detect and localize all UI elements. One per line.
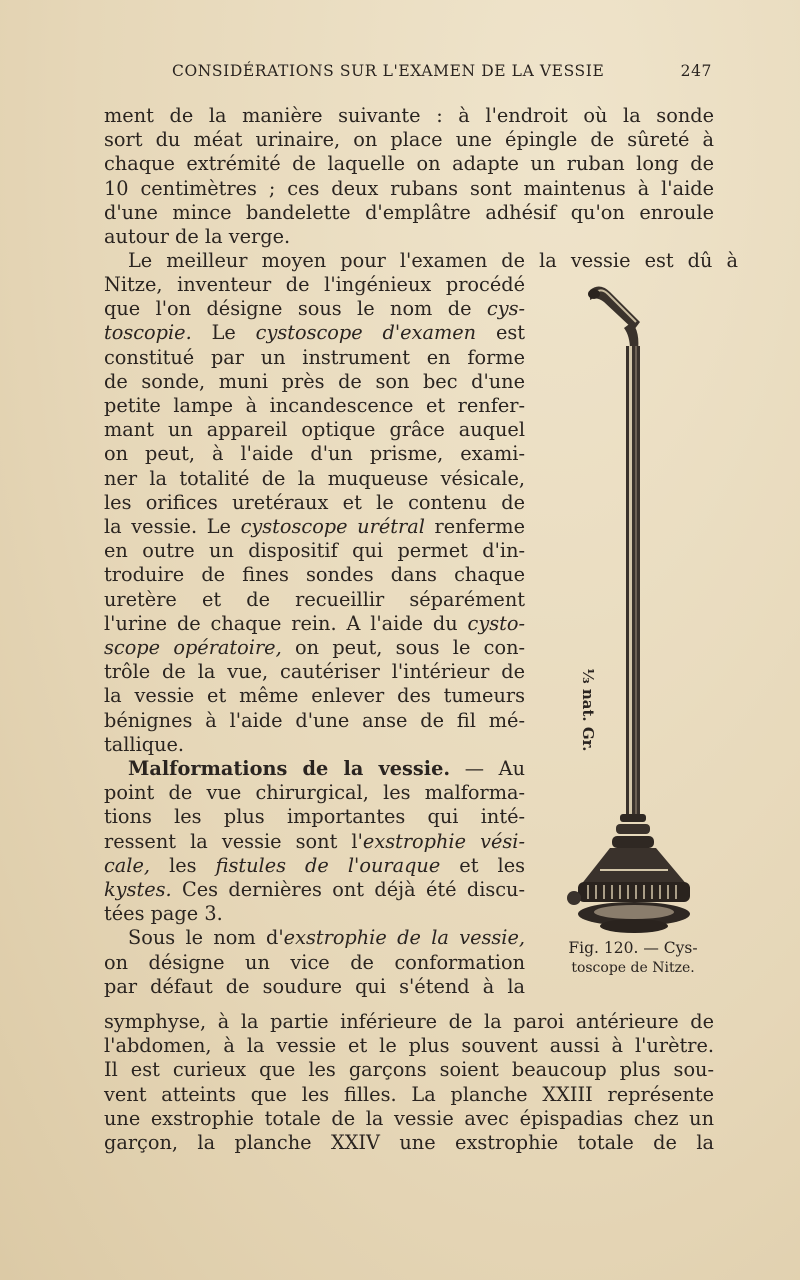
- scale-label: ¹⁄₃ nat. Gr.: [579, 668, 597, 752]
- text-line: la vessie et même enlever des tumeurs: [104, 684, 525, 708]
- text-line: toscopie. Le cystoscope d'examen est: [104, 321, 525, 345]
- wrapped-paragraph: [104, 273, 525, 999]
- text-line: tallique.: [104, 732, 185, 756]
- section-heading: Malformations de la vessie.: [128, 757, 451, 781]
- cystoscope-figure: [560, 280, 700, 940]
- text-line: en outre un dispositif qui permet d'in-: [104, 539, 525, 563]
- text-line: par défaut de soudure qui s'étend à la: [104, 974, 525, 998]
- page-number: 247: [680, 62, 712, 80]
- text-line: vent atteints que les filles. La planche XXIII représente: [104, 1082, 714, 1106]
- text-line: uretère et de recueillir séparément: [104, 587, 525, 611]
- paragraph-start-line: Le meilleur moyen pour l'examen de la vessie est dû à: [128, 249, 738, 272]
- bottom-paragraph: [104, 1010, 714, 1155]
- text-line: troduire de fines sondes dans chaque: [104, 563, 525, 587]
- text-line: tions les plus importantes qui inté-: [104, 805, 525, 829]
- text-line: garçon, la planche XXIV une exstrophie totale de la: [104, 1131, 714, 1155]
- text-line: la vessie. Le cystoscope urétral renferme: [104, 515, 525, 539]
- caption-line: toscope de Nitze.: [571, 960, 695, 976]
- text-line: tées page 3.: [104, 902, 223, 926]
- text-line: petite lampe à incandescence et renfer-: [104, 394, 525, 418]
- text-line: constitué par un instrument en forme: [104, 345, 525, 369]
- text-line: kystes. Ces dernières ont déjà été discu-: [104, 878, 525, 902]
- text-line: cale, les fistules de l'ouraque et les: [104, 853, 525, 877]
- text-line: symphyse, à la partie inférieure de la paroi antérieure de: [104, 1010, 714, 1033]
- text-line: d'une mince bandelette d'emplâtre adhésif qu'on enroule: [104, 200, 714, 224]
- figure-caption: [548, 938, 718, 978]
- text-line: mant un appareil optique grâce auquel: [104, 418, 525, 442]
- text-line: Nitze, inventeur de l'ingénieux procédé: [104, 273, 525, 296]
- text-line: sort du méat urinaire, on place une épingle de sûreté à: [104, 128, 714, 152]
- top-paragraph: [104, 104, 714, 249]
- text-line: l'abdomen, à la vessie et le plus souvent aussi à l'urètre.: [104, 1034, 714, 1058]
- section-heading-line: Malformations de la vessie. — Au: [128, 757, 525, 781]
- text-line: les orifices uretéraux et le contenu de: [104, 490, 525, 514]
- text-line: bénignes à l'aide d'une anse de fil mé-: [104, 708, 525, 732]
- text-line: Sous le nom d'exstrophie de la vessie,: [128, 926, 525, 950]
- caption-line: Fig. 120. — Cys-: [568, 939, 698, 957]
- cystoscope-illustration: [560, 280, 700, 940]
- text-line: autour de la verge.: [104, 225, 291, 249]
- text-line: l'urine de chaque rein. A l'aide du cysto-: [104, 611, 525, 635]
- text-line: ment de la manière suivante : à l'endroit où la sonde: [104, 104, 714, 127]
- text-line: de sonde, muni près de son bec d'une: [104, 369, 525, 393]
- text-line: scope opératoire, on peut, sous le con-: [104, 636, 526, 660]
- text-line: ner la totalité de la muqueuse vésicale,: [104, 466, 525, 490]
- text-line: on désigne un vice de conformation: [104, 950, 525, 974]
- running-title: CONSIDÉRATIONS SUR L'EXAMEN DE LA VESSIE: [172, 62, 605, 80]
- text-line: point de vue chirurgical, les malforma-: [104, 781, 525, 805]
- text-line: trôle de la vue, cautériser l'intérieur de: [104, 660, 525, 684]
- text-line: on peut, à l'aide d'un prisme, exami-: [104, 442, 525, 466]
- text-line: que l'on désigne sous le nom de cys-: [104, 297, 525, 321]
- text-line: chaque extrémité de laquelle on adapte un ruban long de: [104, 152, 714, 176]
- text-line: ressent la vessie sont l'exstrophie vési-: [104, 829, 525, 853]
- text-line: 10 centimètres ; ces deux rubans sont maintenus à l'aide: [104, 176, 714, 200]
- text-line: une exstrophie totale de la vessie avec épispadias chez un: [104, 1106, 714, 1130]
- running-head: [172, 62, 712, 80]
- text-line: Il est curieux que les garçons soient beaucoup plus sou-: [104, 1058, 714, 1082]
